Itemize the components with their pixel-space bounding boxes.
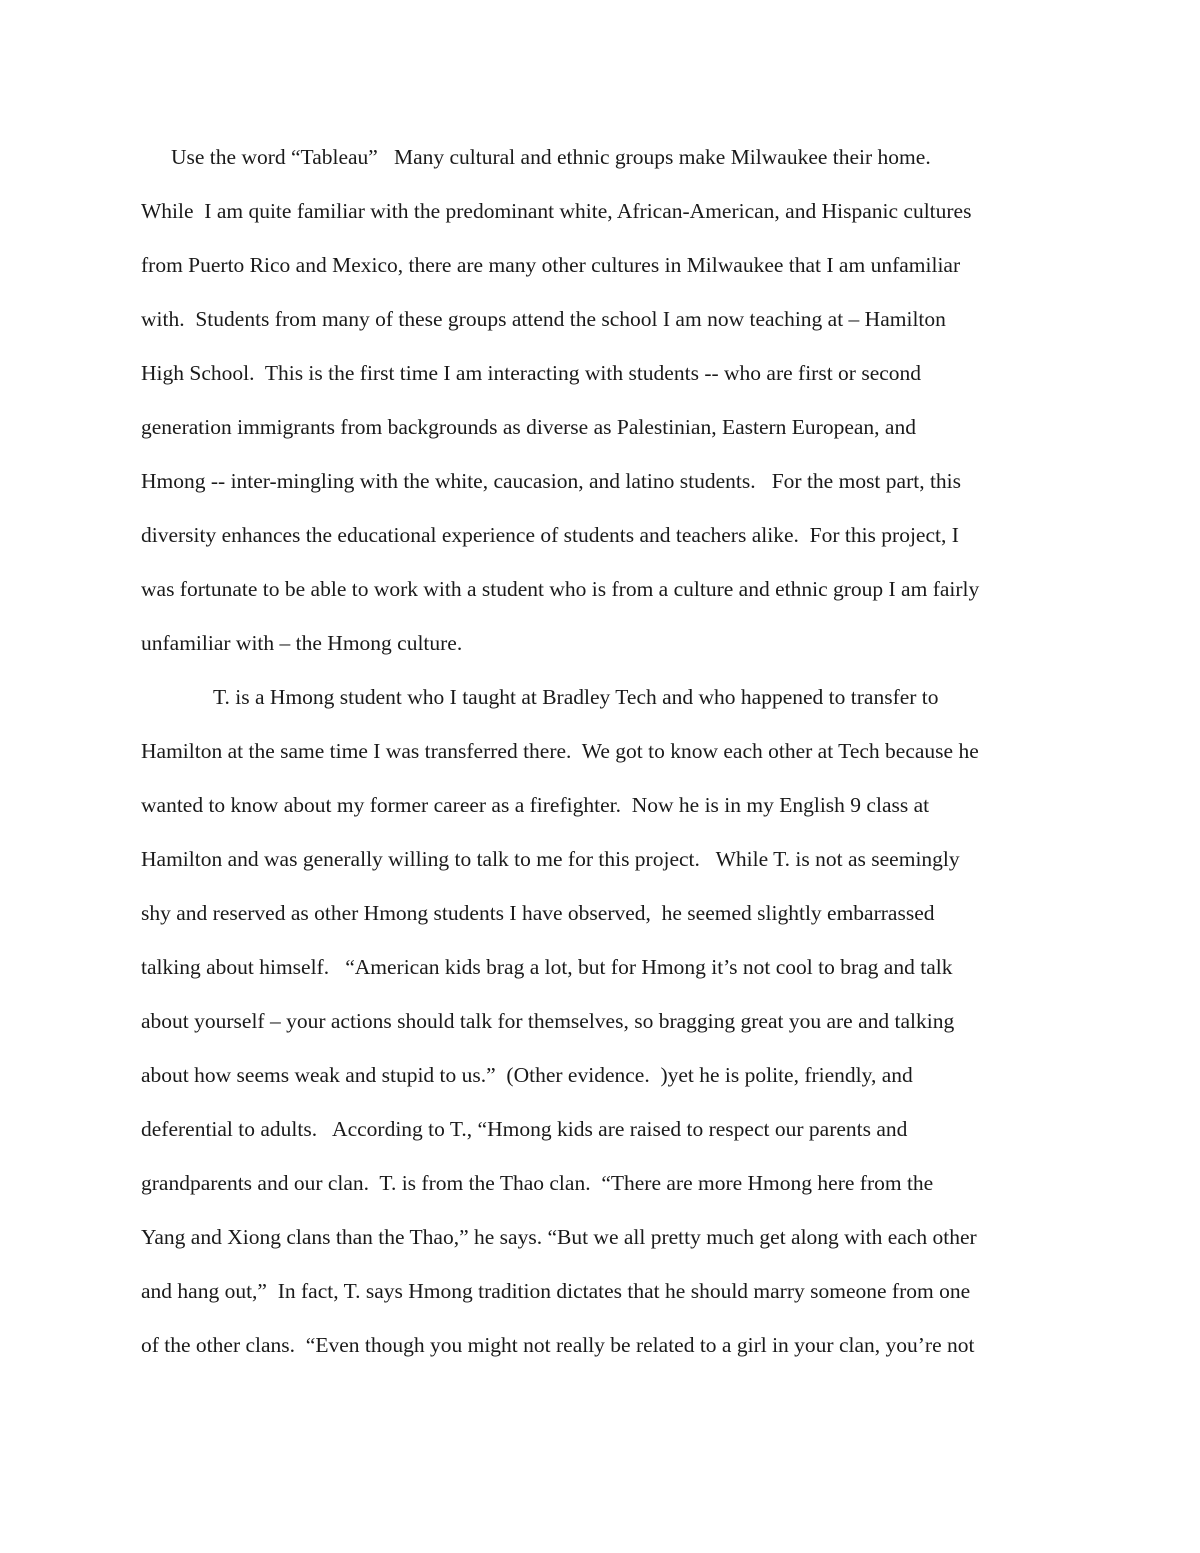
paragraph-2-line-5: shy and reserved as other Hmong students I have observed, he seemed slightly embarrassed: [141, 901, 935, 925]
paragraph-1-line-8: diversity enhances the educational experience of students and teachers alike. For this project, I: [141, 523, 959, 547]
paragraph-2-line-10: grandparents and our clan. T. is from the Thao clan. “There are more Hmong here from the: [141, 1171, 934, 1195]
paragraph-2-line-8: about how seems weak and stupid to us.” (Other evidence. )yet he is polite, friendly, and: [141, 1063, 913, 1087]
paragraph-1-line-7: Hmong -- inter-mingling with the white, caucasion, and latino students. For the most part, this: [141, 469, 962, 493]
paragraph-2-line-3: wanted to know about my former career as a firefighter. Now he is in my English 9 class at: [141, 793, 930, 817]
paragraph-1-line-2: While I am quite familiar with the predominant white, African-American, and Hispanic cultures: [141, 199, 972, 223]
paragraph-1-line-4: with. Students from many of these groups attend the school I am now teaching at – Hamilton: [141, 307, 946, 331]
paragraph-2-line-13: of the other clans. “Even though you might not really be related to a girl in your clan, you’re not: [141, 1333, 975, 1357]
paragraph-2-line-6: talking about himself. “American kids brag a lot, but for Hmong it’s not cool to brag and talk: [141, 955, 953, 979]
paragraph-1-line-10: unfamiliar with – the Hmong culture.: [141, 631, 463, 655]
paragraph-1-line-9: was fortunate to be able to work with a student who is from a culture and ethnic group I am fairly: [141, 577, 980, 601]
paragraph-1-line-3: from Puerto Rico and Mexico, there are many other cultures in Milwaukee that I am unfamiliar: [141, 253, 961, 277]
paragraph-2-line-9: deferential to adults. According to T., “Hmong kids are raised to respect our parents and: [141, 1117, 908, 1141]
paragraph-1-line-6: generation immigrants from backgrounds as diverse as Palestinian, Eastern European, and: [141, 415, 916, 439]
paragraph-1-line-5: High School. This is the first time I am interacting with students -- who are first or second: [141, 361, 922, 385]
paragraph-2-line-4: Hamilton and was generally willing to talk to me for this project. While T. is not as seemingly: [141, 847, 960, 871]
paragraph-2-line-7: about yourself – your actions should talk for themselves, so bragging great you are and talking: [141, 1009, 955, 1033]
paragraph-1-line-1: Use the word “Tableau” Many cultural and ethnic groups make Milwaukee their home.: [171, 145, 931, 169]
paragraph-2-line-1: T. is a Hmong student who I taught at Bradley Tech and who happened to transfer to: [213, 685, 939, 709]
paragraph-2-line-11: Yang and Xiong clans than the Thao,” he says. “But we all pretty much get along with each other: [141, 1225, 977, 1249]
document-body: [141, 130, 1071, 1372]
paragraph-2-line-2: Hamilton at the same time I was transferred there. We got to know each other at Tech because he: [141, 739, 979, 763]
paragraph-2-line-12: and hang out,” In fact, T. says Hmong tradition dictates that he should marry someone from one: [141, 1279, 971, 1303]
